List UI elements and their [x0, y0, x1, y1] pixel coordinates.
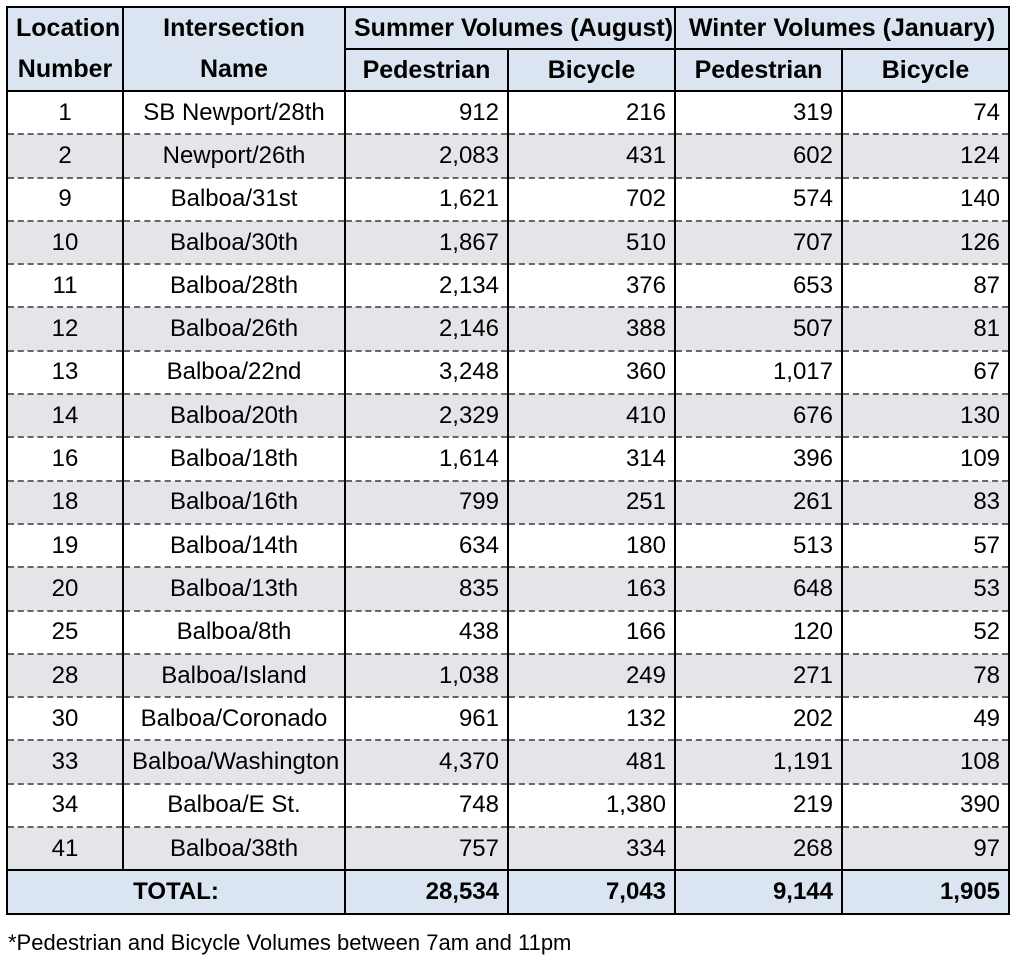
cell-winter-bicycle: 74: [842, 91, 1009, 134]
table-row: [7, 264, 1009, 307]
cell-location-number: 11: [7, 264, 123, 307]
header-row-2: [7, 49, 1009, 91]
cell-intersection-name: Balboa/Island: [123, 654, 345, 697]
cell-winter-bicycle: 124: [842, 134, 1009, 177]
cell-summer-pedestrian: 1,038: [345, 654, 508, 697]
cell-intersection-name: Balboa/28th: [123, 264, 345, 307]
cell-location-number: 19: [7, 524, 123, 567]
header-location-number-top: Location: [7, 7, 123, 49]
cell-summer-pedestrian: 2,329: [345, 394, 508, 437]
table-row: [7, 394, 1009, 437]
total-label: TOTAL:: [7, 870, 345, 914]
header-row-1: [7, 7, 1009, 49]
header-intersection-name-bottom: Name: [123, 49, 345, 91]
table-row: [7, 178, 1009, 221]
cell-location-number: 12: [7, 307, 123, 350]
table-row: [7, 827, 1009, 870]
cell-winter-pedestrian: 602: [675, 134, 842, 177]
cell-intersection-name: Newport/26th: [123, 134, 345, 177]
header-summer-pedestrian: Pedestrian: [345, 49, 508, 91]
cell-winter-bicycle: 140: [842, 178, 1009, 221]
cell-winter-bicycle: 52: [842, 611, 1009, 654]
cell-location-number: 25: [7, 611, 123, 654]
total-winter-pedestrian: 9,144: [675, 870, 842, 914]
cell-location-number: 18: [7, 481, 123, 524]
table-row: [7, 437, 1009, 480]
cell-winter-bicycle: 53: [842, 567, 1009, 610]
table-row: [7, 740, 1009, 783]
header-location-number-bottom: Number: [7, 49, 123, 91]
cell-winter-pedestrian: 271: [675, 654, 842, 697]
total-winter-bicycle: 1,905: [842, 870, 1009, 914]
volume-table: [6, 6, 1010, 915]
table-row: [7, 567, 1009, 610]
table-row: [7, 697, 1009, 740]
cell-summer-bicycle: 702: [508, 178, 675, 221]
cell-summer-pedestrian: 438: [345, 611, 508, 654]
footnote: *Pedestrian and Bicycle Volumes between 7am and 11pm: [8, 930, 572, 955]
cell-summer-bicycle: 334: [508, 827, 675, 870]
cell-winter-pedestrian: 261: [675, 481, 842, 524]
header-summer-bicycle: Bicycle: [508, 49, 675, 91]
cell-summer-bicycle: 314: [508, 437, 675, 480]
cell-winter-bicycle: 83: [842, 481, 1009, 524]
table-header: [7, 7, 1009, 91]
cell-summer-bicycle: 216: [508, 91, 675, 134]
cell-summer-bicycle: 510: [508, 221, 675, 264]
cell-summer-pedestrian: 2,083: [345, 134, 508, 177]
cell-location-number: 13: [7, 351, 123, 394]
total-summer-bicycle: 7,043: [508, 870, 675, 914]
cell-winter-pedestrian: 707: [675, 221, 842, 264]
cell-winter-bicycle: 57: [842, 524, 1009, 567]
cell-summer-bicycle: 431: [508, 134, 675, 177]
table-row: [7, 351, 1009, 394]
table-row: [7, 524, 1009, 567]
cell-summer-pedestrian: 757: [345, 827, 508, 870]
cell-winter-bicycle: 49: [842, 697, 1009, 740]
cell-intersection-name: Balboa/38th: [123, 827, 345, 870]
cell-intersection-name: Balboa/18th: [123, 437, 345, 480]
cell-summer-pedestrian: 4,370: [345, 740, 508, 783]
cell-winter-pedestrian: 202: [675, 697, 842, 740]
table-body: [7, 91, 1009, 870]
cell-summer-bicycle: 410: [508, 394, 675, 437]
table-row: [7, 307, 1009, 350]
cell-summer-pedestrian: 961: [345, 697, 508, 740]
table-row: [7, 481, 1009, 524]
cell-intersection-name: Balboa/30th: [123, 221, 345, 264]
header-winter-pedestrian: Pedestrian: [675, 49, 842, 91]
table-row: [7, 784, 1009, 827]
cell-summer-pedestrian: 3,248: [345, 351, 508, 394]
header-summer-volumes: Summer Volumes (August): [345, 7, 675, 49]
cell-intersection-name: Balboa/20th: [123, 394, 345, 437]
cell-location-number: 10: [7, 221, 123, 264]
cell-summer-pedestrian: 799: [345, 481, 508, 524]
table-footer: [7, 870, 1009, 914]
cell-location-number: 2: [7, 134, 123, 177]
cell-summer-pedestrian: 2,146: [345, 307, 508, 350]
cell-winter-pedestrian: 120: [675, 611, 842, 654]
cell-summer-bicycle: 388: [508, 307, 675, 350]
cell-winter-bicycle: 108: [842, 740, 1009, 783]
cell-winter-pedestrian: 574: [675, 178, 842, 221]
header-intersection-name-top: Intersection: [123, 7, 345, 49]
cell-summer-bicycle: 163: [508, 567, 675, 610]
cell-location-number: 41: [7, 827, 123, 870]
cell-summer-bicycle: 180: [508, 524, 675, 567]
total-summer-pedestrian: 28,534: [345, 870, 508, 914]
table-row: [7, 221, 1009, 264]
cell-winter-bicycle: 126: [842, 221, 1009, 264]
cell-summer-bicycle: 132: [508, 697, 675, 740]
cell-summer-pedestrian: 1,621: [345, 178, 508, 221]
cell-summer-bicycle: 360: [508, 351, 675, 394]
cell-location-number: 28: [7, 654, 123, 697]
cell-intersection-name: Balboa/Washington: [123, 740, 345, 783]
cell-winter-pedestrian: 676: [675, 394, 842, 437]
cell-winter-pedestrian: 1,191: [675, 740, 842, 783]
cell-summer-bicycle: 249: [508, 654, 675, 697]
cell-winter-bicycle: 97: [842, 827, 1009, 870]
cell-summer-pedestrian: 1,614: [345, 437, 508, 480]
cell-winter-pedestrian: 268: [675, 827, 842, 870]
cell-intersection-name: SB Newport/28th: [123, 91, 345, 134]
cell-intersection-name: Balboa/31st: [123, 178, 345, 221]
cell-intersection-name: Balboa/E St.: [123, 784, 345, 827]
cell-winter-pedestrian: 507: [675, 307, 842, 350]
cell-summer-pedestrian: 1,867: [345, 221, 508, 264]
cell-winter-bicycle: 81: [842, 307, 1009, 350]
cell-location-number: 34: [7, 784, 123, 827]
cell-intersection-name: Balboa/22nd: [123, 351, 345, 394]
cell-winter-bicycle: 87: [842, 264, 1009, 307]
cell-location-number: 30: [7, 697, 123, 740]
cell-location-number: 33: [7, 740, 123, 783]
cell-winter-pedestrian: 319: [675, 91, 842, 134]
table-row: [7, 134, 1009, 177]
table-row: [7, 654, 1009, 697]
cell-winter-pedestrian: 219: [675, 784, 842, 827]
cell-summer-pedestrian: 912: [345, 91, 508, 134]
header-winter-bicycle: Bicycle: [842, 49, 1009, 91]
cell-winter-pedestrian: 648: [675, 567, 842, 610]
cell-summer-bicycle: 376: [508, 264, 675, 307]
cell-winter-pedestrian: 513: [675, 524, 842, 567]
table-row: [7, 91, 1009, 134]
cell-intersection-name: Balboa/26th: [123, 307, 345, 350]
cell-winter-bicycle: 130: [842, 394, 1009, 437]
cell-winter-bicycle: 109: [842, 437, 1009, 480]
total-row: [7, 870, 1009, 914]
cell-summer-bicycle: 481: [508, 740, 675, 783]
cell-summer-bicycle: 166: [508, 611, 675, 654]
cell-location-number: 16: [7, 437, 123, 480]
cell-intersection-name: Balboa/14th: [123, 524, 345, 567]
cell-location-number: 20: [7, 567, 123, 610]
cell-summer-pedestrian: 748: [345, 784, 508, 827]
cell-summer-pedestrian: 634: [345, 524, 508, 567]
cell-winter-pedestrian: 1,017: [675, 351, 842, 394]
cell-summer-bicycle: 1,380: [508, 784, 675, 827]
cell-winter-bicycle: 67: [842, 351, 1009, 394]
header-winter-volumes: Winter Volumes (January): [675, 7, 1009, 49]
cell-intersection-name: Balboa/13th: [123, 567, 345, 610]
cell-location-number: 9: [7, 178, 123, 221]
cell-summer-bicycle: 251: [508, 481, 675, 524]
cell-intersection-name: Balboa/Coronado: [123, 697, 345, 740]
cell-winter-bicycle: 390: [842, 784, 1009, 827]
cell-winter-pedestrian: 396: [675, 437, 842, 480]
cell-summer-pedestrian: 835: [345, 567, 508, 610]
table-row: [7, 611, 1009, 654]
cell-winter-pedestrian: 653: [675, 264, 842, 307]
cell-intersection-name: Balboa/8th: [123, 611, 345, 654]
cell-intersection-name: Balboa/16th: [123, 481, 345, 524]
cell-location-number: 1: [7, 91, 123, 134]
cell-summer-pedestrian: 2,134: [345, 264, 508, 307]
cell-location-number: 14: [7, 394, 123, 437]
cell-winter-bicycle: 78: [842, 654, 1009, 697]
